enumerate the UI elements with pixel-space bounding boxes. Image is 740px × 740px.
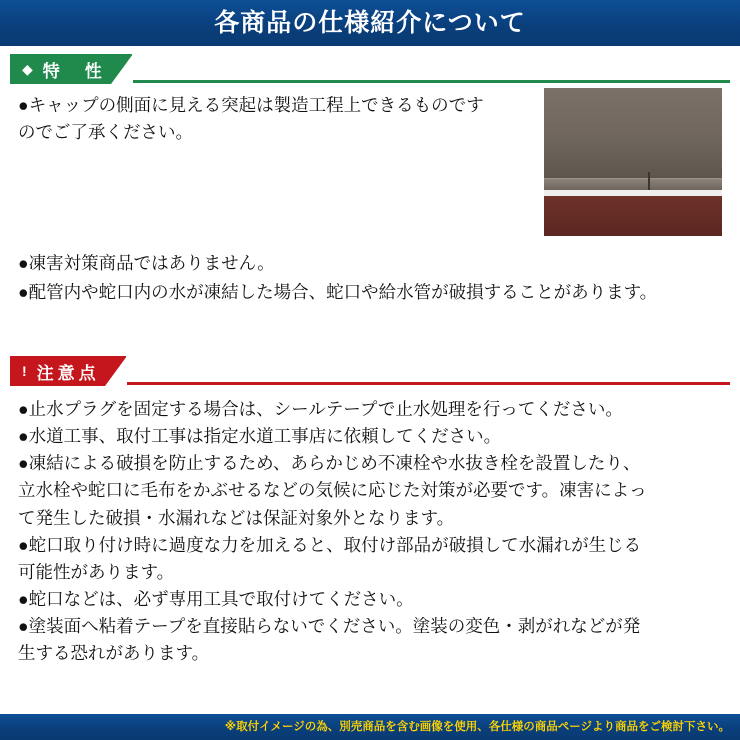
- feature-paragraph-line: ●配管内や蛇口内の水が凍結した場合、蛇口や給水管が破損することがあります。: [18, 282, 658, 303]
- photo-base-block: [544, 196, 722, 236]
- caution-text: [18, 396, 726, 667]
- caution-section: [10, 356, 730, 664]
- footer-note: ※取付イメージの為、別売商品を含む画像を使用、各仕様の商品ページより商品をご検討下さい。: [224, 721, 730, 733]
- feature-paragraph-line: ●キャップの側面に見える突起は製造工程上できるものです: [18, 95, 484, 115]
- caution-heading-rule: [126, 382, 730, 385]
- photo-cap-top-surface: [544, 88, 722, 178]
- page-header-banner: [0, 0, 740, 46]
- page-footer-banner: [0, 714, 740, 740]
- caution-paragraph-line: ●塗装面へ粘着テープを直接貼らないでください。塗装の変色・剥がれなどが発: [18, 616, 641, 636]
- caution-paragraph-line: ●水道工事、取付工事は指定水道工事店に依頼してください。: [18, 426, 502, 447]
- feature-paragraph-line: ●凍害対策商品ではありません。: [18, 253, 275, 273]
- exclamation-icon: !: [22, 363, 27, 379]
- caution-section-heading: [10, 356, 730, 386]
- diamond-icon: ◆: [22, 61, 33, 77]
- caution-heading-ribbon: [10, 356, 126, 386]
- caution-paragraph-line: ●蛇口などは、必ず専用工具で取付けてください。: [18, 588, 414, 609]
- caution-paragraph-line: ●蛇口取り付け時に過度な力を加えると、取付け部品が破損して水漏れが生じる: [18, 534, 642, 555]
- caution-paragraph-line: ●止水プラグを固定する場合は、シールテープで止水処理を行ってください。: [18, 399, 623, 419]
- feature-heading-rule: [132, 80, 730, 83]
- caution-paragraph-line: 生する恐れがあります。: [18, 643, 210, 664]
- feature-heading-ribbon: [10, 54, 132, 84]
- feature-text-bottom: [18, 250, 722, 308]
- page-title: 各商品の仕様紹介について: [214, 9, 526, 37]
- caution-paragraph-line: 立水栓や蛇口に毛布をかぶせるなどの気候に応じた対策が必要です。凍害によっ: [18, 480, 647, 501]
- feature-text-top: [18, 92, 558, 148]
- caution-paragraph-line: ●凍結による破損を防止するため、あらかじめ不凍栓や水抜き栓を設置したり、: [18, 453, 641, 474]
- feature-paragraph-line: のでご了承ください。: [18, 122, 193, 143]
- feature-section-heading: [10, 54, 730, 84]
- feature-photo: [544, 88, 722, 236]
- caution-paragraph-line: 可能性があります。: [18, 561, 175, 582]
- caution-paragraph-line: て発生した破損・水漏れなどは保証対象外となります。: [18, 507, 455, 528]
- caution-heading-label: 注意点: [36, 363, 100, 383]
- feature-section: [10, 54, 730, 303]
- feature-heading-label: 特 性: [42, 61, 106, 81]
